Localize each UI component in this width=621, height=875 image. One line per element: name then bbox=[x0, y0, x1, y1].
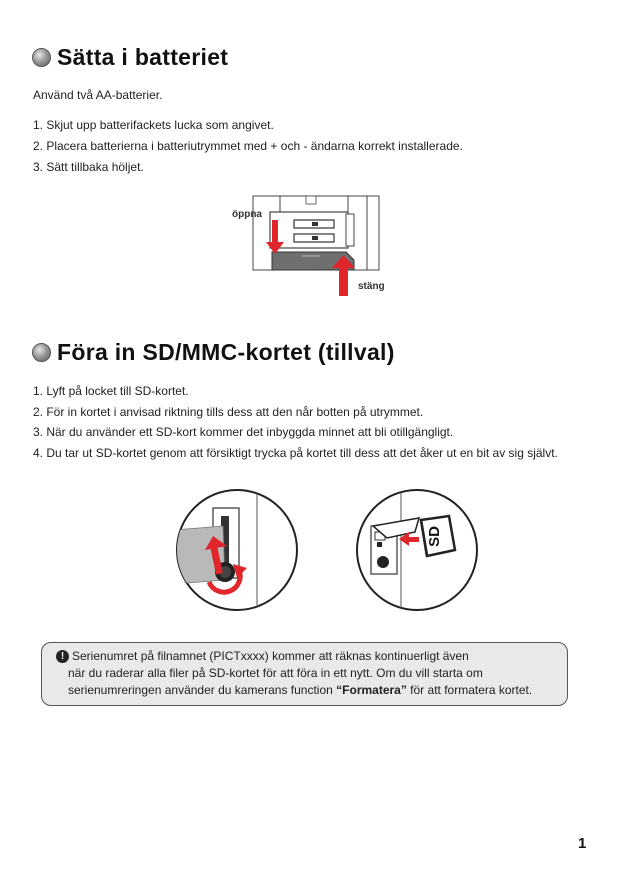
battery-step-3: 3. Sätt tillbaka höljet. bbox=[33, 160, 144, 174]
note-line-3-end: för att formatera kortet. bbox=[406, 683, 533, 697]
open-arrow-icon bbox=[272, 220, 278, 244]
close-arrow-icon bbox=[339, 266, 348, 296]
note-line-1: Serienumret på filnamnet (PICTxxxx) kommer att räknas kontinuerligt även bbox=[72, 649, 469, 663]
battery-step-1: 1. Skjut upp batterifackets lucka som angivet. bbox=[33, 118, 274, 132]
section-bullet-icon bbox=[32, 48, 51, 67]
sd-step-2: 2. För in kortet i anvisad riktning tills dess att den når botten på utrymmet. bbox=[33, 405, 424, 419]
section-title-battery: Sätta i batteriet bbox=[57, 44, 229, 70]
battery-step-2: 2. Placera batterierna i batteriutrymmet med + och - ändarna korrekt installerade. bbox=[33, 139, 463, 153]
note-format-term: “Formatera” bbox=[336, 683, 407, 697]
sd-step-3: 3. När du använder ett SD-kort kommer det inbyggda minnet att bli otillgängligt. bbox=[33, 425, 454, 439]
page-number: 1 bbox=[578, 835, 587, 852]
note-line-2: när du raderar alla filer på SD-kortet för att föra in ett nytt. Om du vill starta om bbox=[68, 666, 483, 680]
note-line-3 bbox=[68, 683, 532, 697]
warning-icon: ! bbox=[56, 650, 69, 663]
sd-insert-illustration bbox=[355, 488, 480, 613]
sd-step-1: 1. Lyft på locket till SD-kortet. bbox=[33, 384, 189, 398]
note-line-3-text: serienumreringen använder du kamerans function bbox=[68, 683, 337, 697]
label-open: öppna bbox=[232, 209, 262, 220]
section-title-sdcard: Föra in SD/MMC-kortet (tillval) bbox=[57, 339, 395, 365]
sd-card-label: SD bbox=[425, 526, 443, 547]
section-bullet-icon bbox=[32, 343, 51, 362]
sd-cover-lift-illustration bbox=[175, 488, 300, 613]
label-close: stäng bbox=[358, 281, 385, 292]
battery-intro: Använd två AA-batterier. bbox=[33, 88, 163, 102]
sd-step-4: 4. Du tar ut SD-kortet genom att försiktigt trycka på kortet till dess att det åker ut en bit av sig självt. bbox=[33, 446, 558, 460]
